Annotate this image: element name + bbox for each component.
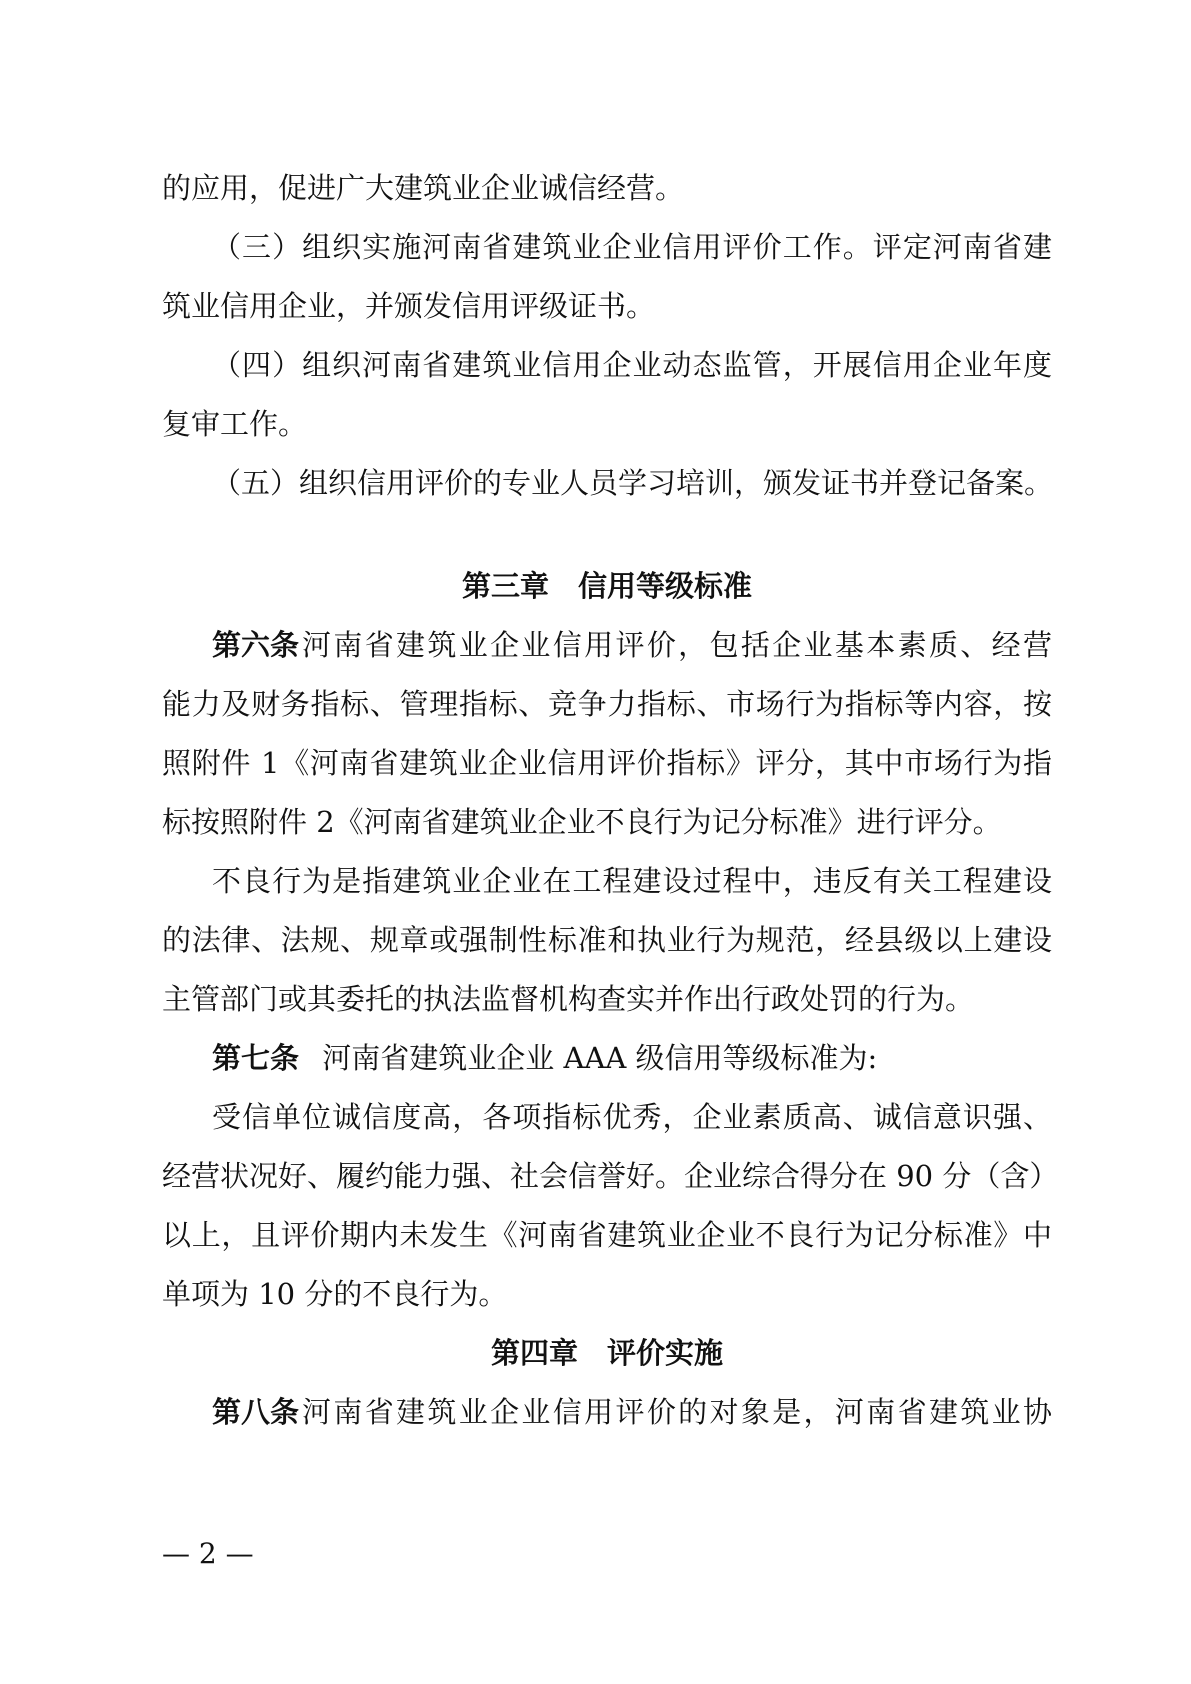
article-8-first-line bbox=[212, 1392, 1052, 1432]
text-line: 复审工作。 bbox=[162, 407, 308, 441]
text-line: （三）组织实施河南省建筑业企业信用评价工作。评定河南省建 bbox=[212, 230, 1052, 264]
text-line: 单项为 10 分的不良行为。 bbox=[162, 1277, 508, 1311]
text-line: （五）组织信用评价的专业人员学习培训，颁发证书并登记备案。 bbox=[212, 466, 1054, 500]
article-text: 河南省建筑业企业信用评价，包括企业基本素质、经营 bbox=[302, 628, 1052, 662]
article-label: 第六条 bbox=[212, 628, 300, 662]
chapter-heading: 第三章 信用等级标准 bbox=[461, 569, 752, 603]
article-7-line bbox=[212, 1038, 1052, 1078]
text-line: 筑业信用企业，并颁发信用评级证书。 bbox=[162, 289, 656, 323]
text-line: 不良行为是指建筑业企业在工程建设过程中，违反有关工程建设 bbox=[212, 864, 1052, 898]
text-line: 能力及财务指标、管理指标、竞争力指标、市场行为指标等内容，按 bbox=[162, 687, 1052, 721]
text-line: 以上，且评价期内未发生《河南省建筑业企业不良行为记分标准》中 bbox=[162, 1218, 1052, 1252]
page-number: — 2 — bbox=[162, 1537, 254, 1570]
text-line: 的应用，促进广大建筑业企业诚信经营。 bbox=[162, 171, 685, 205]
article-label: 第七条 bbox=[212, 1041, 300, 1075]
text-line: （四）组织河南省建筑业信用企业动态监管，开展信用企业年度 bbox=[212, 348, 1052, 382]
text-line: 标按照附件 2《河南省建筑业企业不良行为记分标准》进行评分。 bbox=[162, 805, 1002, 839]
text-line: 主管部门或其委托的执法监督机构查实并作出行政处罚的行为。 bbox=[162, 982, 975, 1016]
text-line: 经营状况好、履约能力强、社会信誉好。企业综合得分在 90 分（含） bbox=[162, 1159, 1059, 1193]
text-line: 照附件 1《河南省建筑业企业信用评价指标》评分，其中市场行为指 bbox=[162, 746, 1052, 780]
text-line: 的法律、法规、规章或强制性标准和执业行为规范，经县级以上建设 bbox=[162, 923, 1052, 957]
article-6-first-line bbox=[212, 625, 1052, 665]
article-label: 第八条 bbox=[212, 1395, 300, 1429]
chapter-heading: 第四章 评价实施 bbox=[490, 1336, 723, 1370]
article-text: 河南省建筑业企业 AAA 级信用等级标准为: bbox=[322, 1041, 878, 1075]
text-line: 受信单位诚信度高，各项指标优秀，企业素质高、诚信意识强、 bbox=[212, 1100, 1052, 1134]
article-text: 河南省建筑业企业信用评价的对象是，河南省建筑业协 bbox=[302, 1395, 1052, 1429]
